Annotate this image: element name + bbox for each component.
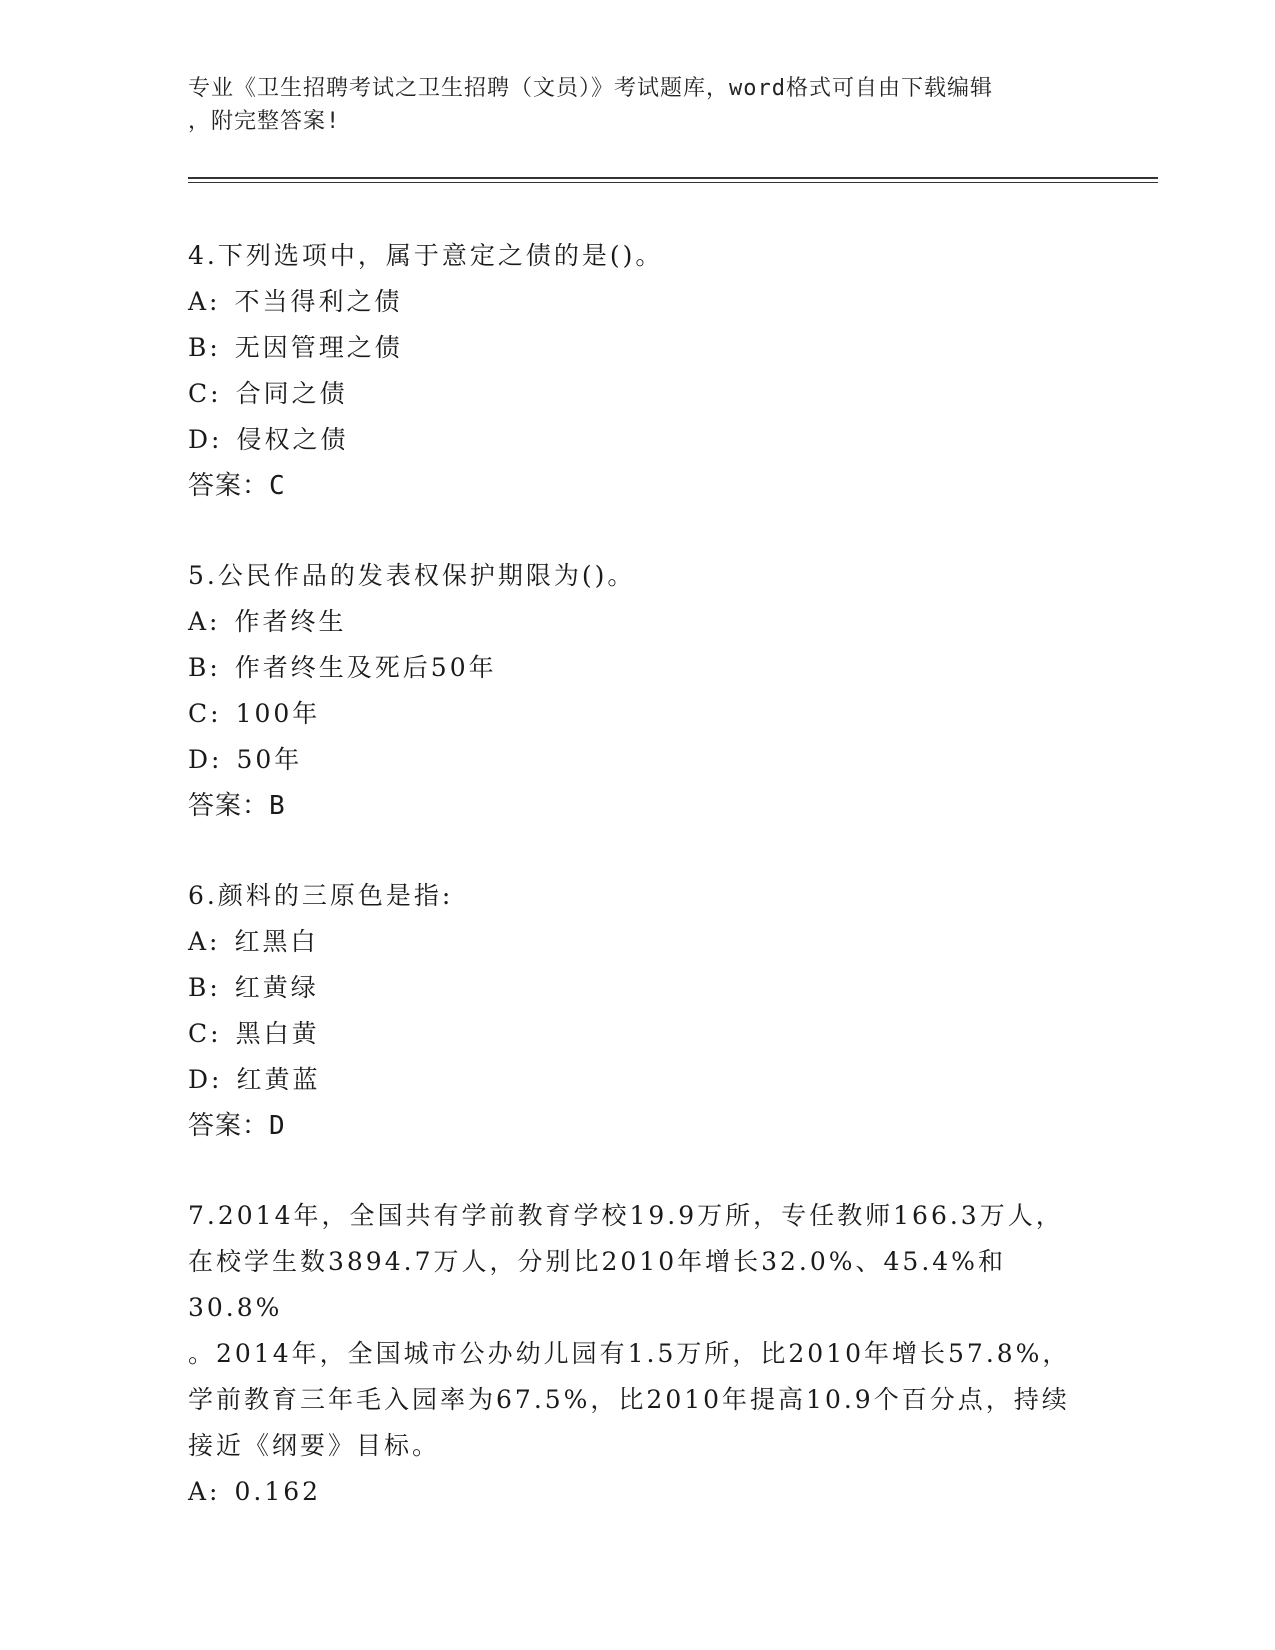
option-text: 黑白黄	[235, 1019, 320, 1048]
option-b	[188, 645, 1088, 691]
option-key: D:	[188, 745, 223, 774]
option-text: 合同之债	[235, 379, 348, 408]
answer	[188, 463, 1088, 509]
question-stem: 4.下列选项中，属于意定之债的是()。	[188, 241, 664, 270]
option-d	[188, 417, 1088, 463]
option-a	[188, 279, 1088, 325]
option-text: 侵权之债	[236, 425, 349, 454]
answer-value: D	[269, 1111, 286, 1141]
option-key: C:	[188, 1019, 222, 1048]
option-c	[188, 691, 1088, 737]
answer	[188, 1103, 1088, 1149]
question-stem-line: 在校学生数3894.7万人，分别比2010年增长32.0%、45.4%和30.8%	[188, 1247, 1006, 1322]
option-key: D:	[188, 425, 223, 454]
answer-label: 答案：	[188, 791, 270, 821]
answer-label: 答案：	[188, 471, 270, 501]
option-text: 作者终生	[234, 607, 347, 636]
option-c	[188, 1011, 1088, 1057]
option-text: 无因管理之债	[234, 333, 403, 362]
answer-value: B	[269, 791, 286, 821]
option-text: 0.162	[234, 1477, 322, 1506]
option-key: B:	[188, 333, 221, 362]
question-4	[188, 233, 1088, 509]
question-stem-line: 接近《纲要》目标。	[188, 1431, 441, 1460]
question-stem-line: 。2014年，全国城市公办幼儿园有1.5万所，比2010年增长57.8%，	[188, 1339, 1071, 1368]
option-a	[188, 599, 1088, 645]
header-line-1: 专业《卫生招聘考试之卫生招聘（文员）》考试题库，word格式可自由下载编辑	[188, 76, 993, 101]
question-5	[188, 553, 1088, 829]
option-text: 50年	[236, 745, 303, 774]
answer-value: C	[269, 471, 286, 501]
option-text: 作者终生及死后50年	[234, 653, 497, 682]
option-text: 红黄蓝	[236, 1065, 321, 1094]
option-text: 100年	[235, 699, 321, 728]
option-key: C:	[188, 379, 222, 408]
option-d	[188, 737, 1088, 783]
question-stem-line: 7.2014年，全国共有学前教育学校19.9万所，专任教师166.3万人，	[188, 1201, 1064, 1230]
document-header	[188, 72, 1078, 138]
option-c	[188, 371, 1088, 417]
answer-label: 答案：	[188, 1111, 270, 1141]
option-key: C:	[188, 699, 222, 728]
option-b	[188, 965, 1088, 1011]
option-key: A:	[188, 1477, 221, 1506]
header-divider-thin	[188, 182, 1158, 183]
question-7	[188, 1193, 1093, 1515]
option-key: A:	[188, 287, 221, 316]
question-stem: 5.公民作品的发表权保护期限为()。	[188, 561, 636, 590]
answer	[188, 783, 1088, 829]
option-b	[188, 325, 1088, 371]
header-line-2: ，附完整答案!	[188, 109, 341, 134]
question-stem: 6.颜料的三原色是指:	[188, 881, 454, 910]
question-6	[188, 873, 1088, 1149]
option-a	[188, 1469, 1093, 1515]
option-key: D:	[188, 1065, 223, 1094]
option-key: B:	[188, 973, 221, 1002]
header-divider	[188, 177, 1158, 179]
option-key: B:	[188, 653, 221, 682]
question-stem-line: 学前教育三年毛入园率为67.5%，比2010年提高10.9个百分点，持续	[188, 1385, 1070, 1414]
option-d	[188, 1057, 1088, 1103]
option-text: 不当得利之债	[234, 287, 403, 316]
option-key: A:	[188, 607, 221, 636]
option-text: 红黑白	[234, 927, 319, 956]
option-text: 红黄绿	[234, 973, 319, 1002]
option-a	[188, 919, 1088, 965]
option-key: A:	[188, 927, 221, 956]
